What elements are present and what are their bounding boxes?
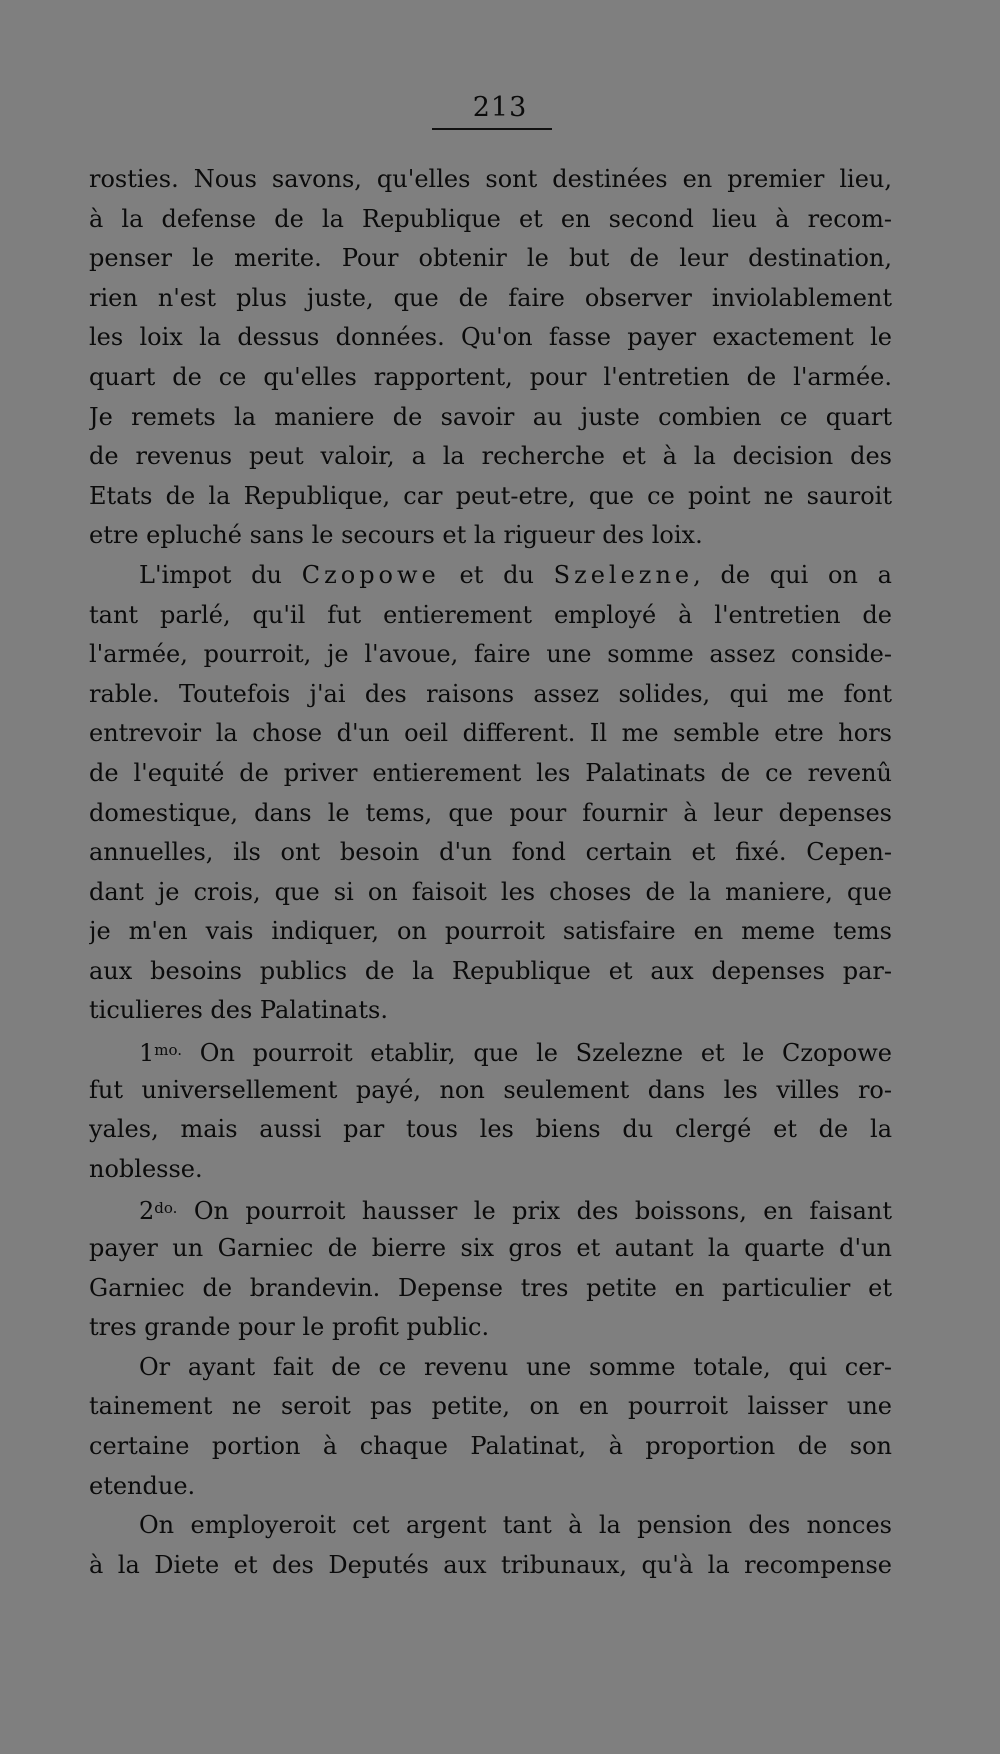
ordinal-suffix: do. (154, 1199, 178, 1218)
ordinal-number: 2 (139, 1197, 155, 1226)
text-line: rien n'est plus juste, que de faire observer inviolablement (89, 283, 892, 312)
text-line: tant parlé, qu'il fut entierement employé à l'entretien de (89, 600, 892, 629)
paragraph-start-line (89, 556, 892, 596)
text-line: yales, mais aussi par tous les biens du clergé et de la (89, 1115, 892, 1144)
text-fragment: On pourroit etablir, que le Szelezne et le Czopowe (199, 1039, 892, 1068)
text-line: de l'equité de priver entierement les Palatinats de ce revenû (89, 758, 892, 787)
body-text (89, 160, 892, 1585)
text-line: de revenus peut valoir, a la recherche et à la decision des (89, 442, 892, 471)
text-line: Etats de la Republique, car peut-etre, que ce point ne sauroit (89, 481, 892, 510)
text-line: certaine portion à chaque Palatinat, à proportion de son (89, 1432, 892, 1460)
term-czopowe: Czopowe (301, 560, 440, 589)
text-line: fut universellement payé, non seulement dans les villes ro- (89, 1075, 892, 1104)
ordinal-suffix: mo. (154, 1041, 183, 1060)
text-line: Je remets la maniere de savoir au juste combien ce quart (89, 402, 892, 431)
numbered-item-2 (89, 1189, 892, 1229)
text-line: annuelles, ils ont besoin d'un fond certain et fixé. Cepen- (89, 838, 892, 867)
text-line: à la Diete et des Deputés aux tribunaux, qu'à la recompense (89, 1550, 892, 1579)
text-line: noblesse. (89, 1154, 203, 1183)
text-line: etendue. (89, 1471, 196, 1500)
text-line: tainement ne seroit pas petite, on en pourroit laisser une (89, 1392, 892, 1421)
text-fragment: , de qui on a (693, 560, 892, 589)
text-line: dant je crois, que si on faisoit les choses de la maniere, que (89, 877, 892, 906)
text-line: à la defense de la Republique et en second lieu à recom- (89, 204, 892, 233)
page-number-rule (432, 128, 552, 130)
text-line: etre epluché sans le secours et la rigueur des loix. (89, 521, 703, 550)
text-line: je m'en vais indiquer, on pourroit satisfaire en meme tems (89, 917, 892, 946)
text-line: aux besoins publics de la Republique et aux depenses par- (89, 956, 892, 985)
paragraph-start-line: Or ayant fait de ce revenu une somme totale, qui cer- (139, 1352, 892, 1381)
text-line: payer un Garniec de bierre six gros et autant la quarte d'un (89, 1234, 892, 1263)
ordinal-number: 1 (139, 1039, 155, 1068)
text-line: quart de ce qu'elles rapportent, pour l'entretien de l'armée. (89, 362, 892, 391)
text-line: entrevoir la chose d'un oeil different. Il me semble etre hors (89, 719, 892, 748)
text-line: ticulieres des Palatinats. (89, 996, 388, 1025)
numbered-item-1 (89, 1031, 892, 1071)
text-fragment: On pourroit hausser le prix des boissons, en faisant (193, 1197, 892, 1226)
page-number: 213 (472, 92, 528, 123)
text-line: Garniec de brandevin. Depense tres petite en particulier et (89, 1273, 892, 1302)
text-line: penser le merite. Pour obtenir le but de leur destination, (89, 244, 892, 273)
term-szelezne: Szelezne (553, 560, 694, 589)
text-fragment: et du (439, 560, 554, 589)
text-line: les loix la dessus données. Qu'on fasse payer exactement le (89, 323, 892, 352)
text-line: rosties. Nous savons, qu'elles sont destinées en premier lieu, (89, 165, 892, 193)
text-line: tres grande pour le profit public. (89, 1313, 490, 1342)
text-line: domestique, dans le tems, que pour fournir à leur depenses (89, 798, 892, 827)
paragraph-start-line: On employeroit cet argent tant à la pension des nonces (139, 1511, 892, 1540)
text-line: rable. Toutefois j'ai des raisons assez solides, qui me font (89, 679, 892, 708)
text-line: l'armée, pourroit, je l'avoue, faire une somme assez conside- (89, 640, 892, 669)
text-fragment: L'impot du (139, 560, 302, 589)
